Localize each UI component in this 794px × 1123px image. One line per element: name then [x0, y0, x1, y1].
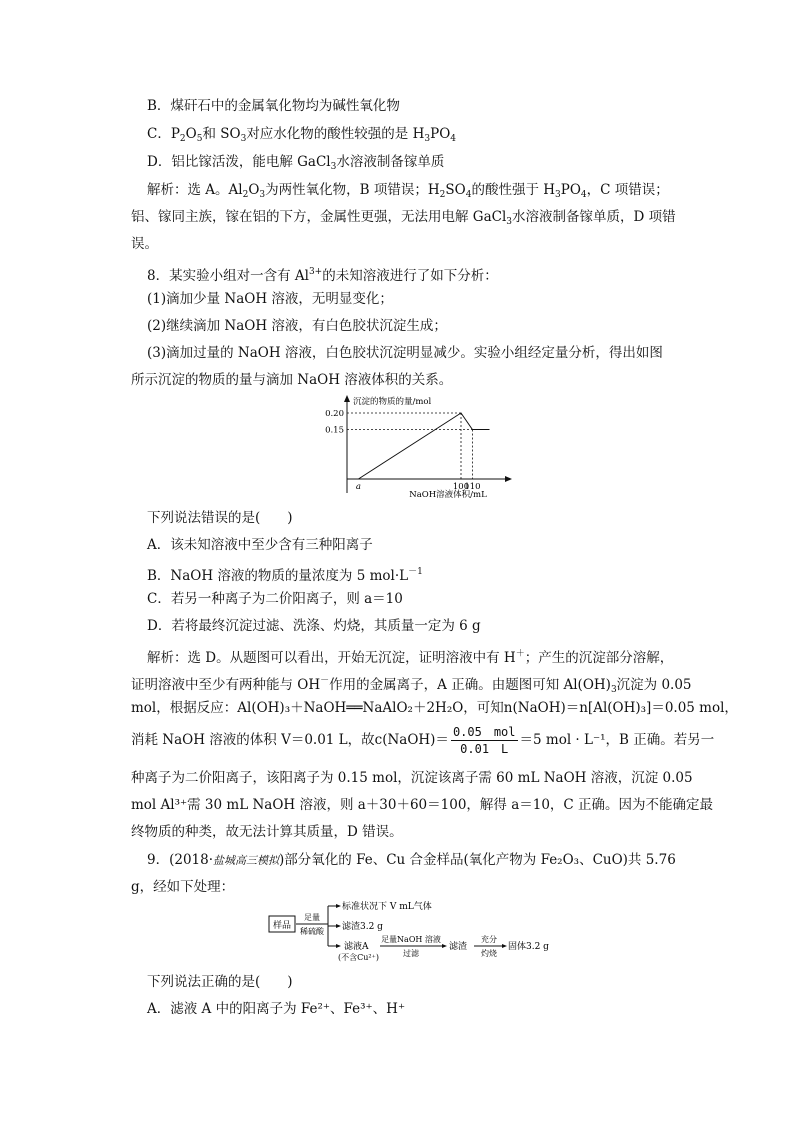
q8-step3-cont: 所示沉淀的物质的量与滴加 NaOH 溶液体积的关系。 [131, 372, 453, 388]
q8-analysis-line1: 解析：选 D。从题图可以看出，开始无沉淀，证明溶液中有 H＋；产生的沉淀部分溶解， [147, 649, 674, 666]
q8-analysis-line3: mol，根据反应：Al(OH)₃＋NaOH══NaAlO₂＋2H₂O，可知n(NaOH)＝n[Al(OH)₃]＝0.05 mol， [131, 700, 738, 716]
q8-stem: 8．某实验小组对一含有 $Al^{3+}$的未知溶液进行了如下分析： [147, 267, 498, 284]
naoh-bottom-label: 过滤 [403, 949, 419, 958]
sample-label: 样品 [272, 921, 292, 931]
q8-option-c: C．若另一种离子为二价阳离子，则 a＝10 [147, 591, 403, 607]
burn-top-label: 充分 [481, 935, 497, 944]
q8-step3: (3)滴加过量的 NaOH 溶液，白色胶状沉淀明显减少。实验小组经定量分析，得出如图 [147, 345, 663, 361]
solid-label: 固体3.2 g [508, 942, 549, 952]
series-line [358, 413, 489, 479]
x-axis-arrow [505, 476, 512, 482]
x-axis-label: NaOH溶液体积/mL [409, 490, 487, 500]
q7-analysis-line2: 铝、镓同主族，镓在铝的下方，金属性更强，无法用电解 GaCl$_3$水溶液制备镓单质，D 项错 [131, 209, 676, 227]
residue2-label: 滤渣 [449, 942, 468, 952]
q8-analysis-line7: 终物质的种类，故无法计算其质量，D 错误。 [131, 824, 403, 840]
acid-top-label: 足量 [304, 913, 320, 922]
q8-analysis-line5: 种离子为二价阳离子，该阳离子为 0.15 mol，沉淀该离子需 60 mL NaOH 溶液，沉淀 0.05 [131, 770, 693, 786]
residue-label: 滤渣3.2 g [342, 922, 383, 932]
q8-option-b: B．NaOH 溶液的物质的量浓度为 5 $mol\cdot L^{-1}$ [147, 567, 423, 584]
q9-stem: 9．(2018·盐城高三模拟)部分氧化的 Fe、Cu 合金样品(氧化产物为 Fe₂O₃、CuO)共 5.76 [147, 852, 676, 868]
q8-analysis-line2: 证明溶液中至少有两种能与 OH－作用的金属离子，A 正确。由题图可知 $Al(OH)_3$沉淀为 0.05 [131, 676, 692, 695]
precipitate-chart [320, 393, 520, 503]
q8-question: 下列说法错误的是( ) [147, 510, 293, 526]
q8-option-a: A．该未知溶液中至少含有三种阳离子 [147, 537, 373, 553]
acid-bottom-label: 稀硫酸 [300, 927, 324, 936]
q8-step1: (1)滴加少量 NaOH 溶液，无明显变化； [147, 291, 393, 307]
q7-option-d: D．铝比镓活泼，能电解 GaCl$_3$水溶液制备镓单质 [147, 154, 445, 172]
gas-label: 标准状况下 V mL气体 [342, 902, 432, 912]
q9-question: 下列说法正确的是( ) [147, 974, 293, 990]
x-tick-label: 100 [452, 482, 470, 492]
q8-option-d: D．若将最终沉淀过滤、洗涤、灼烧，其质量一定为 6 g [147, 618, 481, 634]
filtrate-label: 滤液A [344, 942, 369, 952]
q9-stem-cont: g，经如下处理： [131, 879, 235, 895]
q9-option-a: A．滤液 A 中的阳离子为 Fe²⁺、Fe³⁺、H⁺ [147, 1001, 406, 1017]
naoh-top-label: 足量NaOH 溶液 [381, 935, 441, 944]
x-tick-label: 110 [464, 482, 481, 492]
q7-option-c: C．$P_2O_5$和 $SO_3$对应水化物的酸性较强的是 $H_3PO_4$ [147, 126, 457, 144]
filtrate-note: (不含Cu²⁺) [338, 953, 379, 962]
burn-bottom-label: 灼烧 [481, 949, 497, 958]
y-axis-arrow [344, 395, 350, 402]
q7-analysis-line3: 误。 [131, 236, 158, 252]
y-tick-label: 0.15 [325, 425, 344, 436]
concentration-fraction: $\frac{\text{0.05 mol}}{0.01 L}$ [452, 725, 516, 756]
q8-analysis-line6: mol Al³⁺需 30 mL NaOH 溶液，则 a＋30＋60＝100，解得 a＝10，C 正确。因为不能确定最 [131, 797, 714, 813]
q8-step2: (2)继续滴加 NaOH 溶液，有白色胶状沉淀生成； [147, 318, 447, 334]
q8-analysis-line4: 消耗 NaOH 溶液的体积 V＝0.01 L，故c(NaOH)＝ $\frac{\text{0.05 mol}}{0.01 L}$ ＝5 mol · L⁻¹，B 正确。若另一 [131, 725, 715, 756]
y-tick-label: 0.20 [325, 409, 344, 419]
q7-analysis-line1: 解析：选 A。$Al_2O_3$为两性氧化物，B 项错误；$H_2SO_4$的酸性强于 $H_3PO_4$，C 项错误； [147, 182, 669, 200]
process-flowchart [268, 898, 568, 968]
x-tick-label: a [355, 482, 361, 492]
q7-option-b: B．煤矸石中的金属氧化物均为碱性氧化物 [147, 98, 400, 114]
y-axis-label: 沉淀的物质的量/mol [353, 397, 432, 407]
